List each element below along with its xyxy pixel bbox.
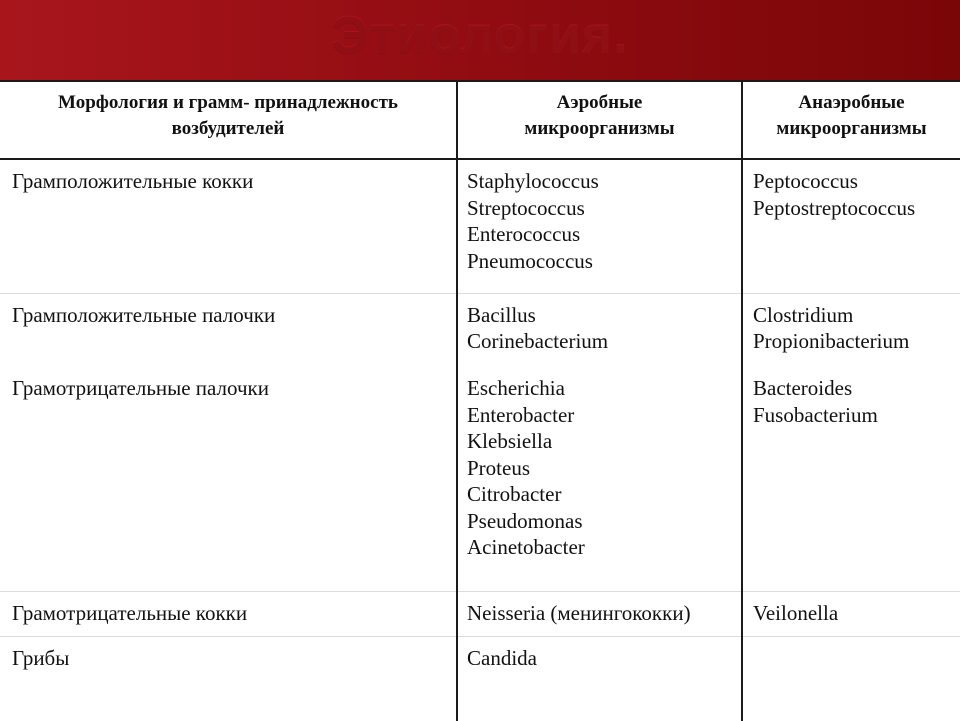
organism-name: Streptococcus [467, 195, 585, 220]
anaerobic-cell [742, 293, 960, 367]
aerobic-cell [457, 591, 742, 636]
organism-name: Escherichia [467, 376, 565, 400]
organism-name: Acinetobacter [467, 535, 585, 559]
table-row [0, 367, 960, 591]
group-cell [0, 636, 457, 721]
organism-name: Staphylococcus [467, 169, 599, 193]
organism-name: Enterobacter [467, 402, 575, 427]
group-cell [0, 591, 457, 636]
aerobic-cell [457, 159, 742, 293]
organism-name: Peptostreptococcus [753, 195, 916, 220]
group-cell [0, 293, 457, 367]
organism-name: Pseudomonas [467, 508, 583, 533]
aerobic-cell [457, 293, 742, 367]
table-row [0, 591, 960, 636]
anaerobic-cell [742, 636, 960, 721]
header-anaerobic-text: Анаэробные микроорганизмы [776, 92, 927, 139]
group-label: Грибы [12, 645, 70, 670]
organism-name: Pneumococcus [467, 248, 593, 273]
organism-name: Propionibacterium [753, 329, 910, 353]
etiology-table-container [0, 80, 960, 720]
organism-name: Candida [467, 645, 537, 670]
header-aerobic [457, 81, 742, 159]
etiology-table [0, 80, 960, 721]
table-header-row [0, 81, 960, 159]
group-label: Грамположительные кокки [12, 169, 254, 193]
organism-name: Clostridium [753, 302, 854, 327]
group-cell [0, 367, 457, 591]
aerobic-cell [457, 636, 742, 721]
group-cell [0, 159, 457, 293]
anaerobic-cell [742, 591, 960, 636]
table-row [0, 159, 960, 293]
header-anaerobic [742, 81, 960, 159]
group-label: Грамположительные палочки [12, 302, 276, 327]
slide-header-banner [0, 0, 960, 80]
organism-name: Citrobacter [467, 482, 562, 506]
organism-name: Peptococcus [753, 169, 858, 193]
organism-name: Veilonella [753, 600, 839, 625]
organism-name: Bacillus [467, 302, 536, 327]
table-row [0, 293, 960, 367]
table-row [0, 636, 960, 721]
organism-name: Proteus [467, 455, 530, 480]
organism-name: Klebsiella [467, 429, 553, 453]
anaerobic-cell [742, 159, 960, 293]
slide-title: Этиология. [331, 7, 629, 65]
organism-name: Enterococcus [467, 222, 581, 246]
group-label: Грамотрицательные палочки [12, 376, 269, 400]
group-label: Грамотрицательные кокки [12, 600, 248, 625]
header-morphology [0, 81, 457, 159]
organism-name: Fusobacterium [753, 402, 878, 427]
organism-name: Bacteroides [753, 376, 853, 400]
organism-name: Neisseria (менингококки) [467, 600, 691, 625]
anaerobic-cell [742, 367, 960, 591]
header-morphology-text: Морфология и грамм- принадлежность возбудителей [58, 92, 398, 139]
organism-name: Corinebacterium [467, 329, 609, 353]
aerobic-cell [457, 367, 742, 591]
header-aerobic-text: Аэробные микроорганизмы [524, 92, 675, 139]
